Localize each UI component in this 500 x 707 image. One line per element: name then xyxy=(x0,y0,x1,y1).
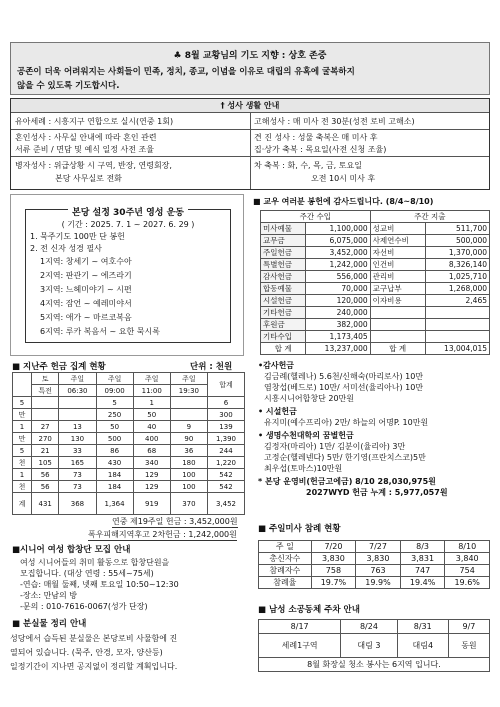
blessing-line2: 집·상가 축복 : 목요일(사전 신청 조율) xyxy=(254,145,387,154)
finance-label: 감사헌금 xyxy=(261,271,306,283)
campaign-item-5: 3지역: 느헤미야기 ~ 시편 xyxy=(40,285,132,294)
attendance-cell: 758 xyxy=(311,565,356,577)
clean-cell: 세례1구역 xyxy=(259,634,341,658)
collection-row xyxy=(13,421,245,433)
row-value: 73 xyxy=(59,481,96,493)
prayer-intention-box xyxy=(10,42,490,95)
campaign-inner xyxy=(25,209,231,343)
finance-label: 자선비 xyxy=(370,247,425,259)
finance-amount: 6,075,000 xyxy=(306,235,370,247)
attendance-title: ■ 주일미사 참례 현황 xyxy=(258,524,341,534)
campaign-title: 본당 설정 30주년 영성 운동 xyxy=(26,205,230,218)
finance-row xyxy=(261,271,490,283)
row-value: 370 xyxy=(170,493,207,515)
finance-label: 기타헌금 xyxy=(261,307,306,319)
finance-label: 이자비용 xyxy=(370,295,425,307)
finance-row xyxy=(261,259,490,271)
campaign-item-2: 2. 전 신자 성경 필사 xyxy=(30,244,102,253)
clean-head: 8/17 xyxy=(259,620,341,634)
col-head: 특전 xyxy=(32,385,59,397)
row-value: 50 xyxy=(96,421,133,433)
choir-line: -문의 : 010-7616-0067(성가 단장) xyxy=(20,602,148,611)
donor-line: 염창섭(베드로) 10만/ 서미선(율리아나) 10만 xyxy=(264,383,424,392)
finance-label xyxy=(370,331,425,343)
row-value: 430 xyxy=(96,457,133,469)
collection-row xyxy=(13,481,245,493)
sacrament-guide xyxy=(10,98,490,190)
infant-baptism: 유아세례 : 시흥지구 연합으로 실시(연중 1회) xyxy=(15,117,174,126)
finance-row xyxy=(261,307,490,319)
row-value: 50 xyxy=(133,409,170,421)
collection-title: ■ 지난주 헌금 집계 현황 xyxy=(12,362,106,372)
collection-row xyxy=(13,445,245,457)
attendance-cell: 참례율 xyxy=(259,577,312,589)
finance-label: 시설헌금 xyxy=(261,295,306,307)
fund-total: * 본당 운영비(헌금고에금) 8/10 28,030,975원 xyxy=(258,477,436,486)
campaign-item-7: 5지역: 애가 ~ 마르코복음 xyxy=(40,313,132,322)
att-head: 8/10 xyxy=(445,541,490,553)
choir-box xyxy=(10,543,246,613)
finance-amount xyxy=(425,331,489,343)
collection-unit: 단위 : 천원 xyxy=(190,362,233,372)
col-head: 주일 xyxy=(96,373,133,385)
finance-label: 특별헌금 xyxy=(261,259,306,271)
clean-head: 9/7 xyxy=(448,620,489,634)
finance-amount: 500,000 xyxy=(425,235,489,247)
row-value xyxy=(32,409,59,421)
collection-row xyxy=(13,493,245,515)
row-value xyxy=(59,397,96,409)
row-value: 40 xyxy=(133,421,170,433)
row-value: 1,364 xyxy=(96,493,133,515)
row-value xyxy=(170,409,207,421)
income-head: 주간 수입 xyxy=(261,211,371,223)
att-head: 8/3 xyxy=(400,541,445,553)
row-label: 1 xyxy=(13,421,32,433)
col-head: 09:00 xyxy=(96,385,133,397)
finance-label: 사제연수비 xyxy=(370,235,425,247)
row-value: 400 xyxy=(133,433,170,445)
attendance-cell: 754 xyxy=(445,565,490,577)
finance-row xyxy=(261,235,490,247)
expense-head: 주간 지출 xyxy=(370,211,489,223)
finance-label: 기타수입 xyxy=(261,331,306,343)
finance-amount: 1,242,000 xyxy=(306,259,370,271)
clean-note: 8월 화장실 청소 봉사는 6지역 입니다. xyxy=(259,658,490,672)
attendance-cell: 총신자수 xyxy=(259,553,312,565)
col-head: 06:30 xyxy=(59,385,96,397)
finance-row xyxy=(261,331,490,343)
finance-amount: 511,700 xyxy=(425,223,489,235)
row-value: 56 xyxy=(32,469,59,481)
row-label: 천 xyxy=(13,481,32,493)
lost-line: 일정기간이 지나면 공지없이 정리할 계획입니다. xyxy=(10,662,178,671)
campaign-item-4: 2지역: 판관기 ~ 에즈라기 xyxy=(40,271,132,280)
attendance-cell: 3,830 xyxy=(311,553,356,565)
row-value: 500 xyxy=(96,433,133,445)
row-value: 36 xyxy=(170,445,207,457)
row-value: 180 xyxy=(170,457,207,469)
row-value: 244 xyxy=(207,445,244,457)
row-value: 129 xyxy=(133,469,170,481)
row-value: 68 xyxy=(133,445,170,457)
guide-title: † 성사 생활 안내 xyxy=(11,99,489,113)
finance-amount: 240,000 xyxy=(306,307,370,319)
row-value: 56 xyxy=(32,481,59,493)
col-head: 주일 xyxy=(59,373,96,385)
donor-head: • 생명수천대학의 꿈별헌금 xyxy=(258,431,354,440)
att-head: 7/27 xyxy=(356,541,401,553)
row-value: 340 xyxy=(133,457,170,469)
finance-label: 교무금 xyxy=(261,235,306,247)
row-value: 184 xyxy=(96,469,133,481)
donor-line: 김정자(마리아) 1만/ 김분이(율리아) 3만 xyxy=(264,442,406,451)
attendance-cell: 3,840 xyxy=(445,553,490,565)
row-value: 184 xyxy=(96,481,133,493)
lost-title: ■ 분실물 정리 안내 xyxy=(12,619,87,629)
finance-row xyxy=(261,283,490,295)
row-value: 542 xyxy=(207,469,244,481)
choir-line: -장소: 만남의 방 xyxy=(20,591,78,600)
blessing-line1: 견 진 성사 : 성물 축복은 매 미사 후 xyxy=(254,133,378,142)
row-value: 5 xyxy=(96,397,133,409)
attendance-cell: 747 xyxy=(400,565,445,577)
campaign-period: ( 기간 : 2025. 7. 1 ~ 2027. 6. 29 ) xyxy=(61,220,195,229)
donor-line: 시흥시니어합창단 20만원 xyxy=(264,394,355,403)
attendance-cell: 3,830 xyxy=(356,553,401,565)
row-value: 21 xyxy=(32,445,59,457)
row-value: 919 xyxy=(133,493,170,515)
row-value: 6 xyxy=(207,397,244,409)
finance-label xyxy=(370,319,425,331)
finance-amount: 2,465 xyxy=(425,295,489,307)
col-head: 11:00 xyxy=(133,385,170,397)
finance-row xyxy=(261,319,490,331)
finance-amount: 1,025,710 xyxy=(425,271,489,283)
row-label: 5 xyxy=(13,397,32,409)
sick-line1: 병자성사 : 위급상황 시 구역, 반장, 연령회장, xyxy=(15,161,172,170)
row-value: 130 xyxy=(59,433,96,445)
row-value: 300 xyxy=(207,409,244,421)
sick-line2: 본당 사무실로 전화 xyxy=(55,174,122,183)
car-blessing-line1: 차 축복 : 화, 수, 목, 금, 토요일 xyxy=(254,161,362,170)
marriage-line1: 혼인성사 : 사무실 안내에 따라 혼인 관련 xyxy=(15,133,157,142)
campaign-item-3: 1지역: 창세기 ~ 여호수아 xyxy=(40,257,132,266)
attendance-cell: 19.4% xyxy=(400,577,445,589)
row-value: 129 xyxy=(133,481,170,493)
row-label: 계 xyxy=(13,493,32,515)
collection-row xyxy=(13,397,245,409)
prayer-body-line2: 않을 수 있도록 기도합시다. xyxy=(17,81,120,91)
row-value: 1 xyxy=(133,397,170,409)
prayer-title: ♣ 8월 교황님의 기도 지향 : 상호 존중 xyxy=(173,51,327,61)
marriage-line2: 서류 준비 / 면담 및 예식 일정 사전 조율 xyxy=(15,145,154,154)
finance-amount: 8,326,140 xyxy=(425,259,489,271)
clean-cell: 대림4 xyxy=(397,634,448,658)
wyd-total: 2027WYD 헌금 누계 : 5,977,057원 xyxy=(306,488,448,497)
row-label: 1 xyxy=(13,469,32,481)
row-value: 73 xyxy=(59,469,96,481)
donor-line: 김금례(헬레나) 5.6천/신해숙(마리로사) 10만 xyxy=(264,372,424,381)
attendance-row xyxy=(259,553,490,565)
row-value: 100 xyxy=(170,469,207,481)
choir-line: 여성 시니어들의 취미 활동으로 합창단원을 xyxy=(20,558,170,567)
row-value: 33 xyxy=(59,445,96,457)
finance-row xyxy=(261,295,490,307)
campaign-item-1: 1. 묵주기도 100만 단 봉헌 xyxy=(30,232,125,241)
finance-label: 주일헌금 xyxy=(261,247,306,259)
clean-head: 8/31 xyxy=(397,620,448,634)
finance-amount: 1,173,405 xyxy=(306,331,370,343)
attendance-cell: 763 xyxy=(356,565,401,577)
total-expense: 13,004,015 xyxy=(425,343,489,355)
finance-label: 교구납부 xyxy=(370,283,425,295)
row-value xyxy=(32,397,59,409)
lost-line: 열되어 있습니다. (묵주, 안경, 모자, 양산등) xyxy=(10,648,163,657)
row-value: 105 xyxy=(32,457,59,469)
row-value: 100 xyxy=(170,481,207,493)
row-label: 5 xyxy=(13,445,32,457)
row-value: 250 xyxy=(96,409,133,421)
finance-amount: 382,000 xyxy=(306,319,370,331)
total-label: 합 계 xyxy=(370,343,425,355)
donor-line: 유지미(예수프리아) 2만/ 하늘의 어명P. 10만원 xyxy=(264,418,429,427)
lost-line: 성당에서 습득된 분실물은 본당로비 사물함에 진 xyxy=(10,634,178,643)
clean-cell: 대림 3 xyxy=(341,634,397,658)
attendance-table xyxy=(258,540,490,589)
car-blessing-line2: 오전 10시 미사 후 xyxy=(311,174,376,183)
choir-line: 모집합니다. (대상 연령 : 55세~75세) xyxy=(20,569,154,578)
finance-amount: 1,268,000 xyxy=(425,283,489,295)
collection-row xyxy=(13,457,245,469)
row-value: 431 xyxy=(32,493,59,515)
row-value: 27 xyxy=(32,421,59,433)
finance-amount: 556,000 xyxy=(306,271,370,283)
cleaning-table xyxy=(258,619,490,672)
campaign-box xyxy=(10,194,244,356)
row-value: 3,452 xyxy=(207,493,244,515)
row-value: 13 xyxy=(59,421,96,433)
row-label: 만 xyxy=(13,409,32,421)
row-value: 270 xyxy=(32,433,59,445)
campaign-item-6: 4지역: 잠언 ~ 예레미야서 xyxy=(40,299,132,308)
clean-cell: 동원 xyxy=(448,634,489,658)
attendance-cell: 3,831 xyxy=(400,553,445,565)
finance-label: 미사예물 xyxy=(261,223,306,235)
row-value: 542 xyxy=(207,481,244,493)
row-value: 1,220 xyxy=(207,457,244,469)
finance-amount: 1,100,000 xyxy=(306,223,370,235)
attendance-cell: 19.6% xyxy=(445,577,490,589)
col-head-total: 합계 xyxy=(207,373,244,397)
row-value: 368 xyxy=(59,493,96,515)
attendance-row xyxy=(259,577,490,589)
finance-amount xyxy=(425,307,489,319)
campaign-item-8: 6지역: 루카 복음서 ~ 요한 묵시록 xyxy=(40,327,160,336)
att-head: 7/20 xyxy=(311,541,356,553)
finance-amount: 70,000 xyxy=(306,283,370,295)
collection-note2: 폭우피해지역후고 2차헌금 : 1,242,000원 xyxy=(88,530,237,539)
donor-line: 최우섭(토마스)10만원 xyxy=(264,464,343,473)
row-value: 165 xyxy=(59,457,96,469)
donor-line: 고정순(헬레넨다) 5만/ 한기영(프란치스코)5만 xyxy=(264,453,426,462)
row-value xyxy=(59,409,96,421)
finance-label: 관리비 xyxy=(370,271,425,283)
attendance-row xyxy=(259,565,490,577)
thanks-title: ■ 교우 여러분 봉헌에 감사드립니다. (8/4~8/10) xyxy=(253,197,434,206)
cleaning-title: ■ 남성 소공동체 주차 안내 xyxy=(258,605,360,615)
col-head: 주일 xyxy=(133,373,170,385)
finance-amount: 120,000 xyxy=(306,295,370,307)
donor-head: •감사헌금 xyxy=(258,361,295,370)
row-value: 90 xyxy=(170,433,207,445)
finance-label: 인건비 xyxy=(370,259,425,271)
donors-section xyxy=(258,360,494,498)
collection-row xyxy=(13,409,245,421)
collection-table xyxy=(12,372,245,515)
choir-title: ■시니어 여성 합창단 모집 안내 xyxy=(12,545,131,555)
attendance-cell: 19.9% xyxy=(356,577,401,589)
finance-row xyxy=(261,223,490,235)
attendance-cell: 19.7% xyxy=(311,577,356,589)
finance-label xyxy=(370,307,425,319)
col-head: 토 xyxy=(32,373,59,385)
total-income: 13,237,000 xyxy=(306,343,370,355)
collection-row xyxy=(13,433,245,445)
prayer-body-line1: 공존이 더욱 어려워지는 사회들이 민족, 정치, 종교, 이념을 이유로 대립의 유혹에 굴복하지 xyxy=(17,67,355,77)
row-value: 1,390 xyxy=(207,433,244,445)
finance-amount: 3,452,000 xyxy=(306,247,370,259)
finance-row xyxy=(261,247,490,259)
lost-box xyxy=(10,617,246,672)
attendance-cell: 참례자수 xyxy=(259,565,312,577)
row-label: 만 xyxy=(13,433,32,445)
collection-row xyxy=(13,469,245,481)
row-value: 9 xyxy=(170,421,207,433)
total-label: 합 계 xyxy=(261,343,306,355)
row-label: 천 xyxy=(13,457,32,469)
finance-label: 성교비 xyxy=(370,223,425,235)
finance-table xyxy=(260,210,490,355)
finance-label: 합동예물 xyxy=(261,283,306,295)
finance-label: 후원금 xyxy=(261,319,306,331)
finance-amount xyxy=(425,319,489,331)
row-value xyxy=(170,397,207,409)
confession: 고해성사 : 매 미사 전 30분(성전 로비 고해소) xyxy=(254,117,415,126)
donor-head: • 시설헌금 xyxy=(258,407,297,416)
col-head: 주일 xyxy=(170,373,207,385)
att-head: 주 일 xyxy=(259,541,312,553)
collection-note1: 연중 제19주일 헌금 : 3,452,000원 xyxy=(112,517,238,526)
row-value: 139 xyxy=(207,421,244,433)
choir-line: -연습: 매월 둘째, 넷째 토요일 10:50~12:30 xyxy=(20,580,179,589)
clean-head: 8/24 xyxy=(341,620,397,634)
finance-amount: 1,370,000 xyxy=(425,247,489,259)
row-value: 86 xyxy=(96,445,133,457)
col-head: 19:30 xyxy=(170,385,207,397)
